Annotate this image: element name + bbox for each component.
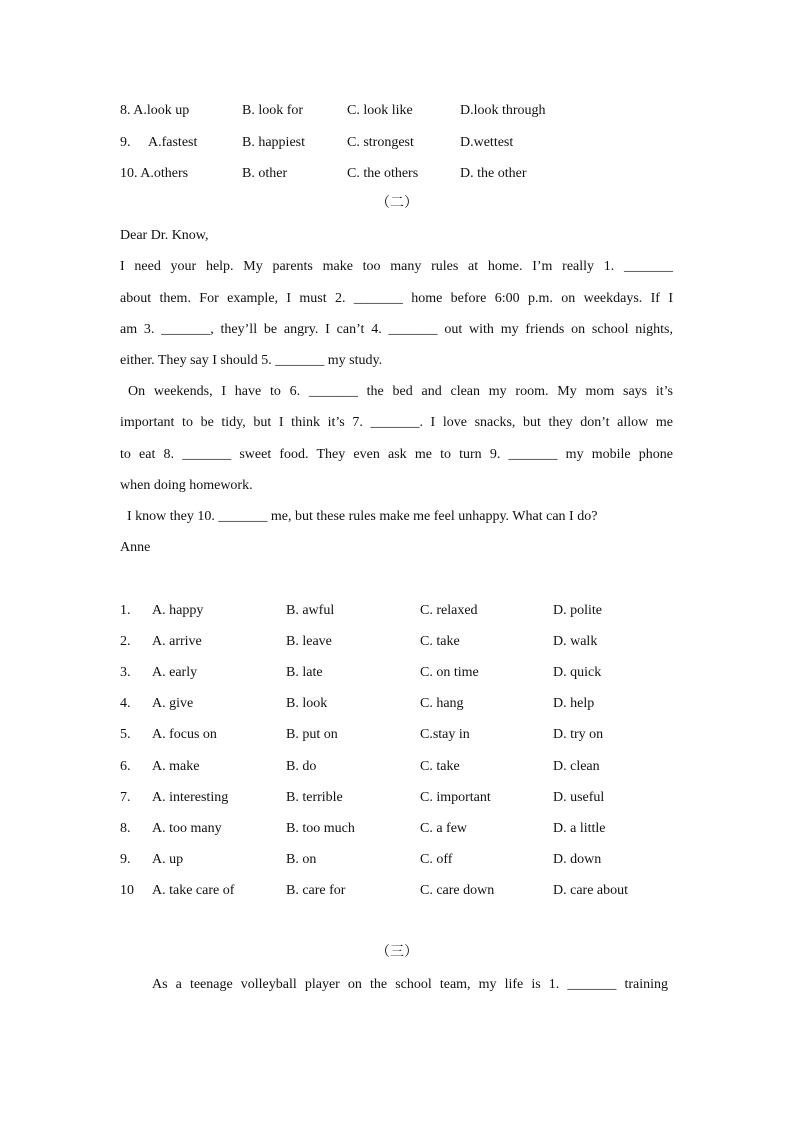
option-d: D. useful — [553, 790, 605, 805]
passage-line: As a teenage volleyball player on the school team, my life is 1. _______ training — [152, 977, 668, 992]
option-c: C. care down — [420, 883, 495, 898]
option-b: B. other — [242, 166, 288, 181]
option-c: C.stay in — [420, 727, 470, 742]
option-b: B. look for — [242, 103, 304, 118]
option-a: A. early — [152, 665, 198, 680]
option-row-9 — [120, 136, 680, 152]
option-d: D.look through — [460, 103, 546, 118]
option-c: C. the others — [347, 166, 419, 181]
option-number: 4. — [120, 696, 131, 711]
option-b: B. too much — [286, 821, 355, 836]
option-row — [120, 666, 680, 682]
section-2-title: （二） — [376, 196, 418, 211]
option-c: C. strongest — [347, 135, 414, 150]
letter-signature: Anne — [120, 540, 151, 555]
option-c: C. important — [420, 790, 491, 805]
option-number: 9. — [120, 852, 131, 867]
option-d: D. clean — [553, 759, 600, 774]
letter-line: about them. For example, I must 2. _______ home before 6:00 p.m. on weekdays. If I — [120, 291, 673, 306]
letter-line: I need your help. My parents make too many rules at home. I’m really 1. _______ — [120, 259, 673, 274]
option-a: A. make — [152, 759, 200, 774]
option-row — [120, 728, 680, 744]
option-c: C. off — [420, 852, 453, 867]
option-a: A. arrive — [152, 634, 202, 649]
option-a: A. give — [152, 696, 194, 711]
option-row — [120, 604, 680, 620]
option-row — [120, 853, 680, 869]
option-number: 5. — [120, 727, 131, 742]
option-c: C. a few — [420, 821, 468, 836]
option-d: D. down — [553, 852, 602, 867]
option-number: 2. — [120, 634, 131, 649]
option-row — [120, 760, 680, 776]
option-b: B. terrible — [286, 790, 343, 805]
option-d: D. polite — [553, 603, 602, 618]
option-d: D. walk — [553, 634, 598, 649]
option-b: B. awful — [286, 603, 335, 618]
option-b: B. do — [286, 759, 317, 774]
option-number: 10. A.others — [120, 166, 189, 181]
option-a: A. up — [152, 852, 184, 867]
letter-line: when doing homework. — [120, 478, 253, 493]
option-d: D. a little — [553, 821, 606, 836]
option-a: A. too many — [152, 821, 222, 836]
option-b: B. look — [286, 696, 328, 711]
letter-line: On weekends, I have to 6. _______ the bed and clean my room. My mom says it’s — [128, 384, 673, 399]
option-c: C. take — [420, 634, 460, 649]
option-d: D.wettest — [460, 135, 514, 150]
option-d: D. try on — [553, 727, 604, 742]
section-3-title: （三） — [376, 945, 418, 960]
letter-line: either. They say I should 5. _______ my study. — [120, 353, 383, 368]
option-b: B. happiest — [242, 135, 305, 150]
option-d: D. care about — [553, 883, 629, 898]
letter-line: important to be tidy, but I think it’s 7. _______. I love snacks, but they don’t allow me — [120, 415, 673, 430]
option-d: D. the other — [460, 166, 527, 181]
option-a: A. focus on — [152, 727, 217, 742]
option-number: 6. — [120, 759, 131, 774]
option-number: 3. — [120, 665, 131, 680]
option-row — [120, 884, 680, 900]
option-c: C. on time — [420, 665, 479, 680]
option-a: A.fastest — [148, 135, 198, 150]
letter-line: am 3. _______, they’ll be angry. I can’t 4. _______ out with my friends on school nights, — [120, 322, 673, 337]
option-b: B. put on — [286, 727, 338, 742]
option-row — [120, 697, 680, 713]
option-b: B. leave — [286, 634, 332, 649]
option-c: C. look like — [347, 103, 413, 118]
option-number: 8. — [120, 821, 131, 836]
option-a: A. take care of — [152, 883, 235, 898]
option-c: C. take — [420, 759, 460, 774]
option-row — [120, 791, 680, 807]
option-a: A. interesting — [152, 790, 229, 805]
option-number: 7. — [120, 790, 131, 805]
option-b: B. on — [286, 852, 317, 867]
option-row-10 — [120, 167, 680, 183]
option-row — [120, 635, 680, 651]
option-b: B. care for — [286, 883, 346, 898]
option-number: 10 — [120, 883, 134, 898]
option-d: D. quick — [553, 665, 602, 680]
option-c: C. relaxed — [420, 603, 478, 618]
letter-greeting: Dear Dr. Know, — [120, 228, 209, 243]
letter-line: to eat 8. _______ sweet food. They even ask me to turn 9. _______ my mobile phone — [120, 447, 673, 462]
option-row-8 — [120, 104, 680, 120]
option-d: D. help — [553, 696, 595, 711]
letter-line: I know they 10. _______ me, but these rules make me feel unhappy. What can I do? — [127, 509, 598, 524]
option-c: C. hang — [420, 696, 464, 711]
option-number: 8. A.look up — [120, 103, 190, 118]
option-b: B. late — [286, 665, 323, 680]
option-row — [120, 822, 680, 838]
option-number: 1. — [120, 603, 131, 618]
option-number: 9. — [120, 135, 131, 150]
option-a: A. happy — [152, 603, 204, 618]
